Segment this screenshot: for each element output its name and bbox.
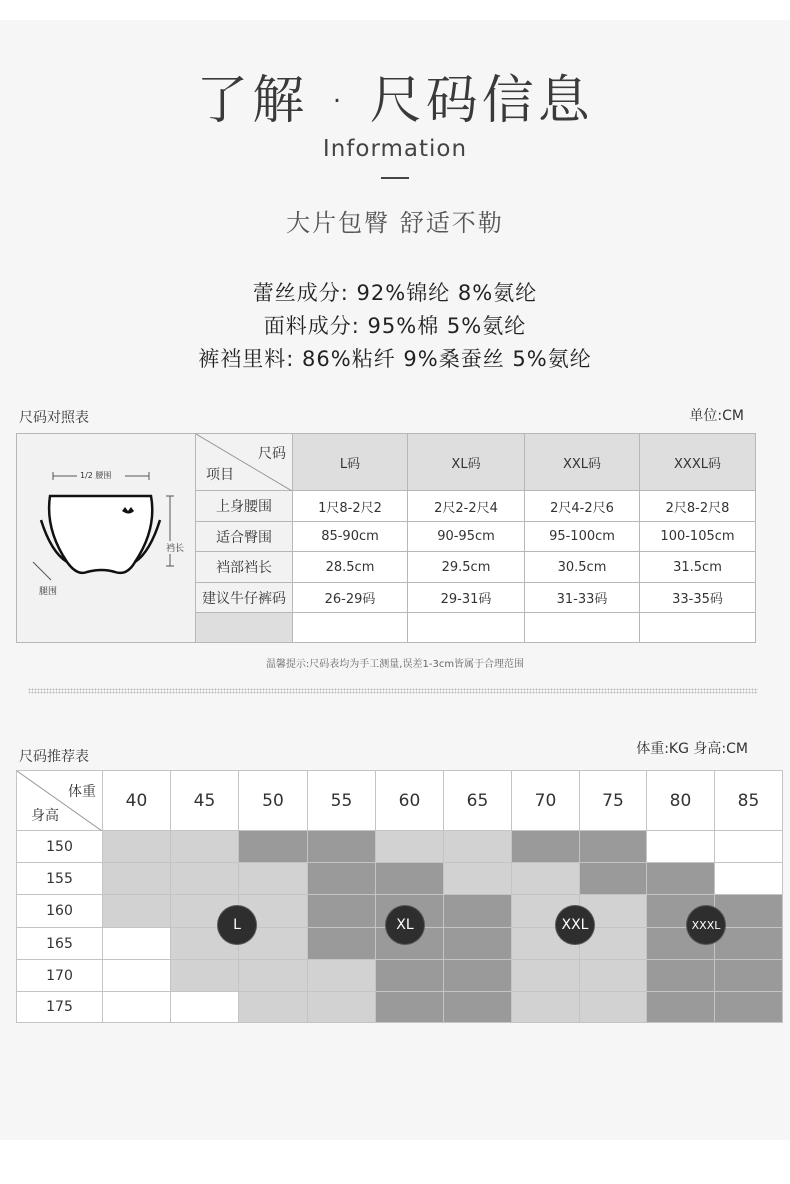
size-header-xxxl: XXXL码 [640,434,756,491]
recommend-cell [239,992,308,1023]
recommend-cell [171,831,239,863]
size-badge-xxl: XXL [556,906,594,944]
table-cell: 2尺2-2尺4 [408,491,525,522]
recommend-cell [308,960,376,992]
table-cell: 28.5cm [293,552,408,583]
table-cell: 30.5cm [525,552,640,583]
recommend-cell [103,831,171,863]
size-header-xl: XL码 [408,434,525,491]
table-cell: 2尺8-2尺8 [640,491,756,522]
recommend-cell [647,863,715,895]
recommend-cell [444,960,512,992]
recommend-cell [308,831,376,863]
height-label: 165 [17,928,103,960]
height-label: 160 [17,895,103,928]
composition-lining: 裤裆里料: 86%粘纤 9%桑蚕丝 5%氨纶 [198,347,592,371]
height-label: 150 [17,831,103,863]
recommend-cell [444,992,512,1023]
weight-header: 85 [715,771,783,831]
recommend-table-corner: 体重 身高 [17,771,103,831]
diagram-leg-label: 腿围 [39,587,58,597]
recommend-cell [580,831,647,863]
row-label-hip: 适合臀围 [196,522,293,552]
table-cell: 95-100cm [525,522,640,552]
recommend-cell [308,928,376,960]
recommend-cell [239,960,308,992]
recommend-cell [715,863,783,895]
composition-lace: 蕾丝成分: 92%锦纶 8%氨纶 [252,281,538,305]
table-cell: 26-29码 [293,583,408,613]
weight-header: 50 [239,771,308,831]
recommend-unit: 体重:KG 身高:CM [636,741,748,757]
recommend-cell [647,960,715,992]
table-cell: 90-95cm [408,522,525,552]
recommend-cell [103,928,171,960]
size-header-l: L码 [293,434,408,491]
weight-header: 40 [103,771,171,831]
height-label: 155 [17,863,103,895]
page-title: 了解 · 尺码信息 [196,71,594,131]
recommend-cell [444,928,512,960]
recommend-cell [444,895,512,928]
size-chart-unit: 单位:CM [689,408,744,424]
size-table-corner: 尺码 项目 [196,434,293,491]
recommend-cell [715,960,783,992]
weight-header: 45 [171,771,239,831]
weight-header: 55 [308,771,376,831]
weight-header: 60 [376,771,444,831]
recommend-cell [308,863,376,895]
recommend-cell [647,992,715,1023]
weight-header: 75 [580,771,647,831]
row-label-crotch: 裆部裆长 [196,552,293,583]
table-cell: 31-33码 [525,583,640,613]
table-cell: 29-31码 [408,583,525,613]
recommend-cell [444,831,512,863]
garment-diagram [17,434,196,643]
recommend-cell [512,863,580,895]
composition-fabric: 面料成分: 95%棉 5%氨纶 [263,314,527,338]
recommend-cell [512,992,580,1023]
table-cell: 29.5cm [408,552,525,583]
size-badge-xl: XL [386,906,424,944]
weight-header: 70 [512,771,580,831]
empty-cell [408,613,525,643]
diagram-waist-label: 1/2 腰围 [80,471,112,480]
size-header-xxl: XXL码 [525,434,640,491]
size-badge-l: L [218,906,256,944]
recommend-cell [580,863,647,895]
measurement-tip: 温馨提示:尺码表均为手工测量,误差1-3cm皆属于合理范围 [265,659,525,670]
recommend-cell [308,895,376,928]
recommend-title: 尺码推荐表 [19,749,89,765]
height-label: 175 [17,992,103,1023]
recommend-cell [171,992,239,1023]
recommend-cell [512,831,580,863]
size-badge-xxxl: XXXL [687,906,725,944]
row-label-jeans: 建议牛仔裤码 [196,583,293,613]
empty-cell [640,613,756,643]
recommend-table [16,770,783,1023]
height-label: 170 [17,960,103,992]
recommend-cell [103,960,171,992]
recommend-cell [715,831,783,863]
weight-header: 80 [647,771,715,831]
recommend-cell [376,831,444,863]
page-subtitle: Information [322,136,468,162]
empty-cell [525,613,640,643]
table-cell: 2尺4-2尺6 [525,491,640,522]
recommend-cell [103,895,171,928]
empty-cell [293,613,408,643]
recommend-cell [580,960,647,992]
title-divider [381,177,409,179]
recommend-cell [103,992,171,1023]
recommend-cell [444,863,512,895]
empty-row-label [196,613,293,643]
recommend-cell [171,863,239,895]
table-cell: 100-105cm [640,522,756,552]
recommend-cell [239,831,308,863]
recommend-cell [376,863,444,895]
size-chart-table [16,433,756,643]
slogan: 大片包臀 舒适不勒 [286,209,504,237]
recommend-cell [171,960,239,992]
recommend-cell [103,863,171,895]
recommend-cell [715,928,783,960]
recommend-cell [376,960,444,992]
recommend-cell [715,992,783,1023]
table-cell: 33-35码 [640,583,756,613]
size-chart-title: 尺码对照表 [19,410,89,426]
recommend-cell [239,863,308,895]
weight-header: 65 [444,771,512,831]
recommend-cell [580,992,647,1023]
recommend-cell [308,992,376,1023]
row-label-waist: 上身腰围 [196,491,293,522]
recommend-cell [376,992,444,1023]
dotted-divider [28,688,758,694]
recommend-cell [647,831,715,863]
table-cell: 85-90cm [293,522,408,552]
diagram-crotch-label: 裆长 [166,541,184,554]
recommend-cell [512,960,580,992]
table-cell: 31.5cm [640,552,756,583]
table-cell: 1尺8-2尺2 [293,491,408,522]
